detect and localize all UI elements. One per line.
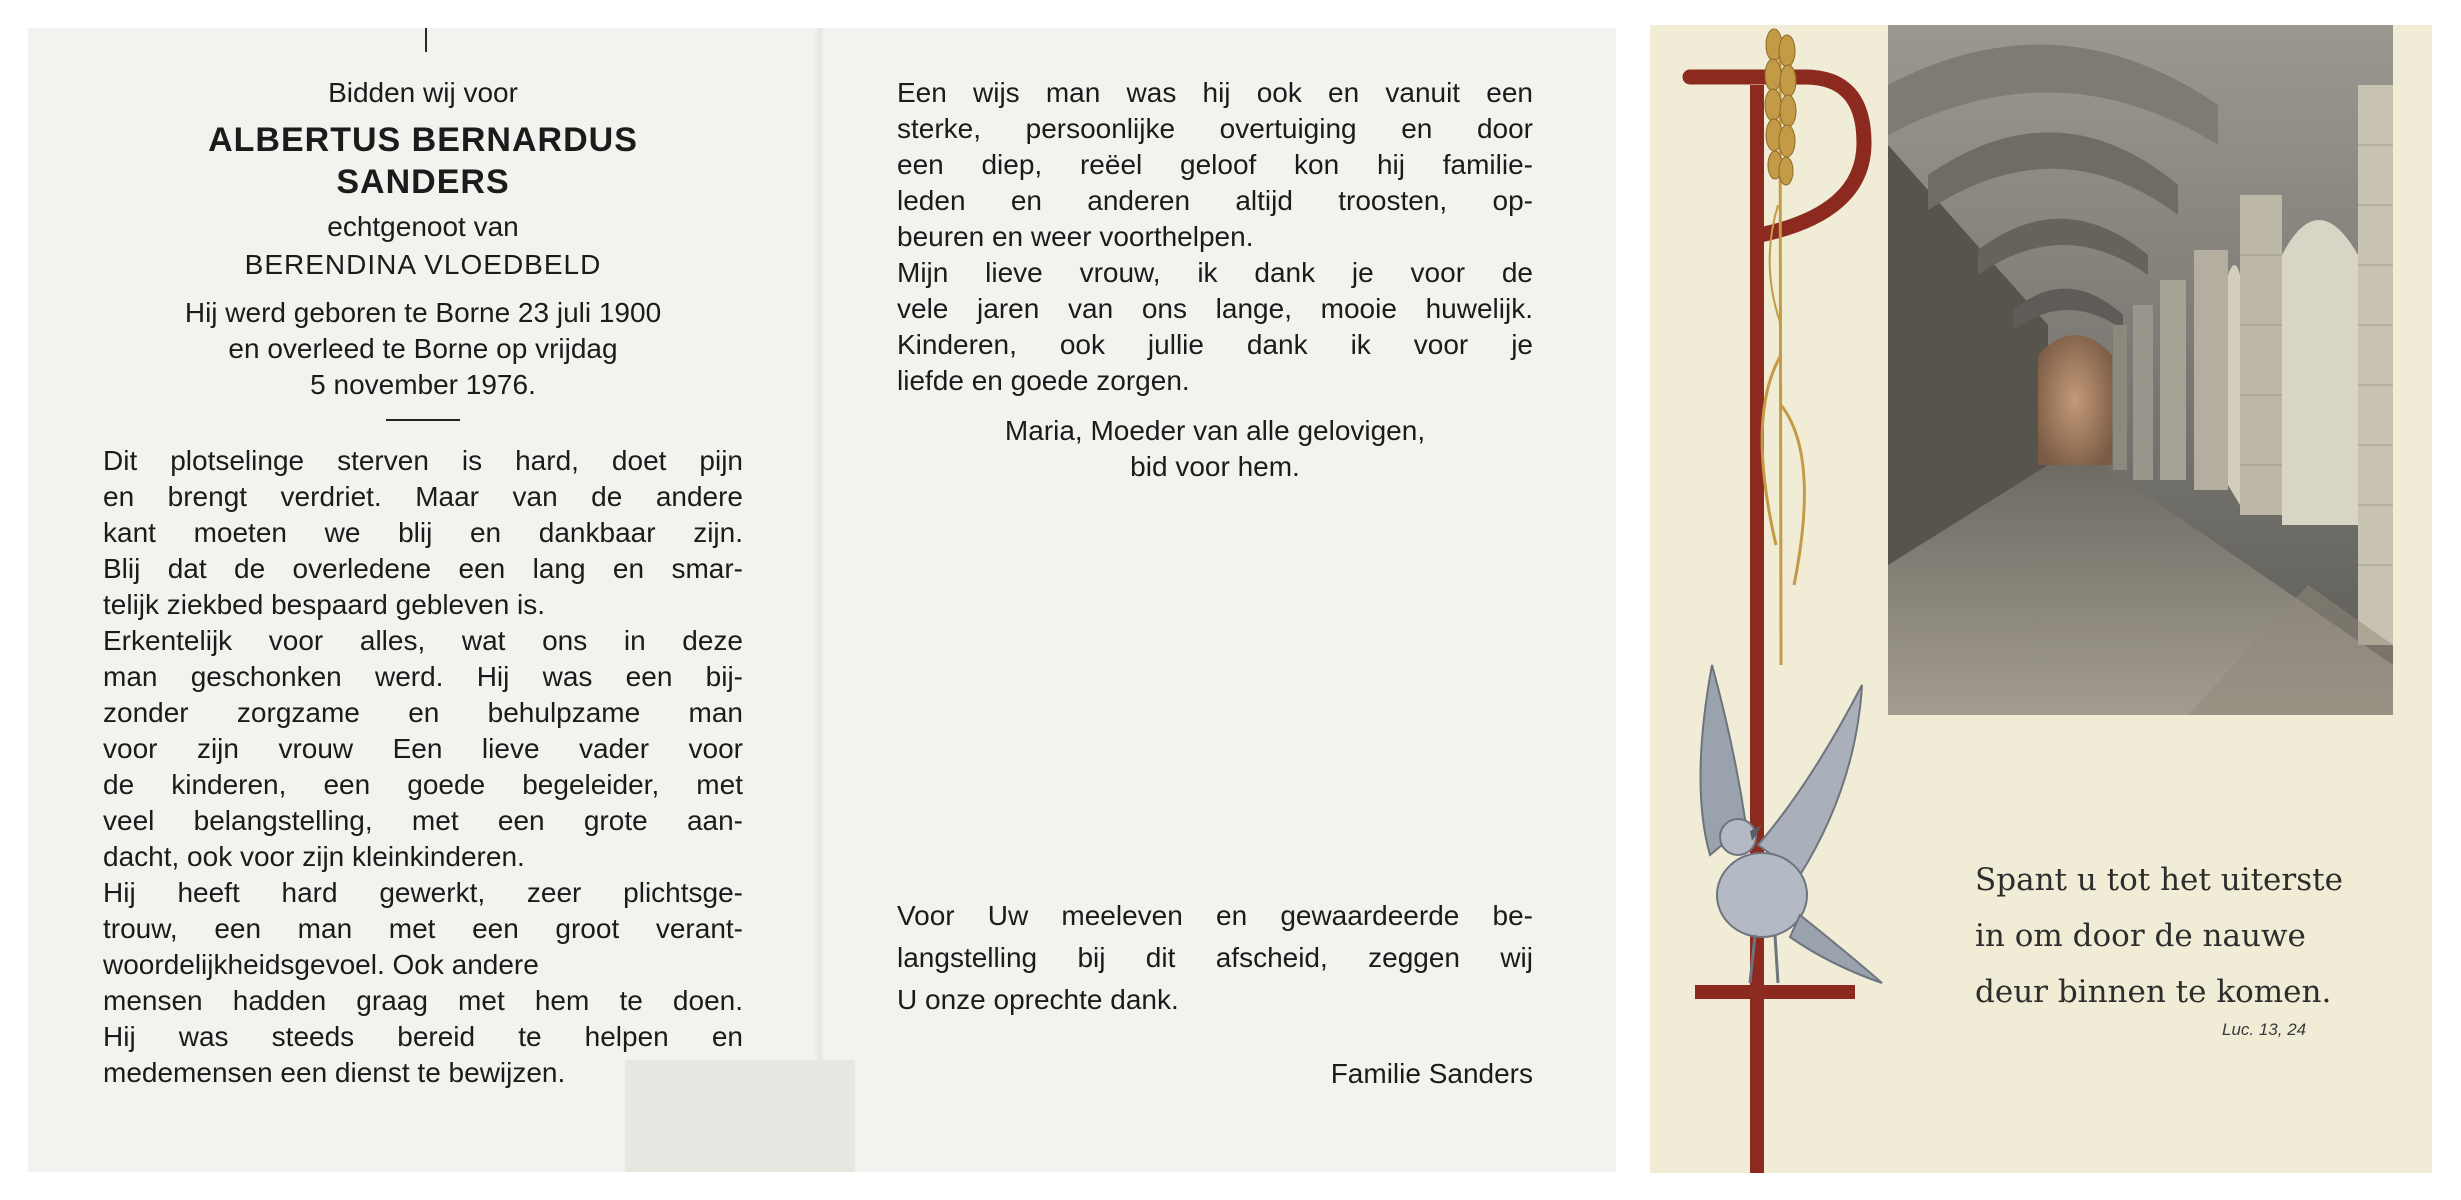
eulogy-line: trouw, een man met een groot verant- [103, 913, 743, 944]
eulogy-line: mensen hadden graag met hem te doen. [103, 985, 743, 1016]
bible-verse [1975, 852, 2395, 1020]
tribute-line: vele jaren van ons lange, mooie huwelijk. [897, 293, 1533, 324]
eulogy-line: telijk ziekbed bespaard gebleven is. [103, 589, 546, 620]
eulogy-line: medemensen een dienst te bewijzen. [103, 1057, 566, 1088]
thanks-line: Voor Uw meeleven en gewaardeerde be- [897, 900, 1533, 931]
verse-line: in om door de nauwe [1975, 918, 2306, 954]
thanks-line: U onze oprechte dank. [897, 984, 1179, 1015]
eulogy-line: man geschonken werd. Hij was een bij- [103, 661, 743, 692]
right-text-panel [897, 75, 1533, 485]
cross-icon [1690, 77, 1864, 1173]
thanks-line: langstelling bij dit afscheid, zeggen wij [897, 942, 1533, 973]
deceased-name-line-1: ALBERTUS BERNARDUS [208, 121, 638, 159]
center-fold [814, 28, 826, 1172]
eulogy-line: veel belangstelling, met een grote aan- [103, 805, 743, 836]
eulogy-line: dacht, ook voor zijn kleinkinderen. [103, 841, 525, 872]
eulogy-line: Erkentelijk voor alles, wat ons in deze [103, 625, 743, 656]
eulogy-text [103, 443, 743, 1091]
top-cross-mark [425, 28, 427, 52]
eulogy-line: woordelijkheidsgevoel. Ook andere [103, 949, 539, 980]
dates-line: Hij werd geboren te Borne 23 juli 1900 [184, 297, 662, 328]
eulogy-line: zonder zorgzame en behulpzame man [103, 697, 743, 728]
tribute-line: Mijn lieve vrouw, ik dank je voor de [897, 257, 1533, 288]
eulogy-line: kant moeten we blij en dankbaar zijn. [103, 517, 743, 548]
verse-line: deur binnen te komen. [1975, 974, 2332, 1010]
eulogy-line: en brengt verdriet. Maar van de andere [103, 481, 743, 512]
eulogy-line: Hij heeft hard gewerkt, zeer plichtsge- [103, 877, 743, 908]
prayer-line-1: Maria, Moeder van alle gelovigen, [1004, 415, 1426, 446]
dove-icon [1700, 665, 1882, 983]
tribute-line: beuren en weer voorthelpen. [897, 221, 1254, 252]
tribute-line: een diep, reëel geloof kon hij familie- [897, 149, 1533, 180]
left-text-panel [103, 75, 743, 1091]
verse-reference: Luc. 13, 24 [2222, 1020, 2307, 1039]
deceased-name-line-2: SANDERS [336, 163, 510, 201]
tribute-line: Kinderen, ook jullie dank ik voor je [897, 329, 1533, 360]
dates-line: 5 november 1976. [310, 369, 536, 400]
eulogy-line: Blij dat de overledene een lang en smar- [103, 553, 743, 584]
eulogy-line: de kinderen, een goede begeleider, met [103, 769, 743, 800]
dates-line: en overleed te Borne op vrijdag [228, 333, 618, 364]
eulogy-line: Hij was steeds bereid te helpen en [103, 1021, 743, 1052]
verse-line: Spant u tot het uiterste [1975, 862, 2343, 898]
tribute-line: leden en anderen altijd troosten, op- [897, 185, 1533, 216]
tribute-line: sterke, persoonlijke overtuiging en door [897, 113, 1533, 144]
tribute-line: liefde en goede zorgen. [897, 365, 1190, 396]
spouse-name: BERENDINA VLOEDBELD [244, 249, 602, 280]
thanks-text [897, 898, 1533, 1018]
eulogy-line: Dit plotselinge sterven is hard, doet pijn [103, 445, 743, 476]
prayer-line-2: bid voor hem. [1130, 451, 1300, 482]
wheat-icon [1762, 29, 1804, 665]
spouse-label: echtgenoot van [327, 211, 519, 242]
eulogy-line: voor zijn vrouw Een lieve vader voor [103, 733, 743, 764]
intro-line: Bidden wij voor [328, 77, 518, 108]
tribute-line: Een wijs man was hij ook en vanuit een [897, 77, 1533, 108]
separator-rule [386, 419, 460, 421]
life-dates [103, 295, 743, 403]
family-signature: Familie Sanders [1330, 1058, 1533, 1089]
